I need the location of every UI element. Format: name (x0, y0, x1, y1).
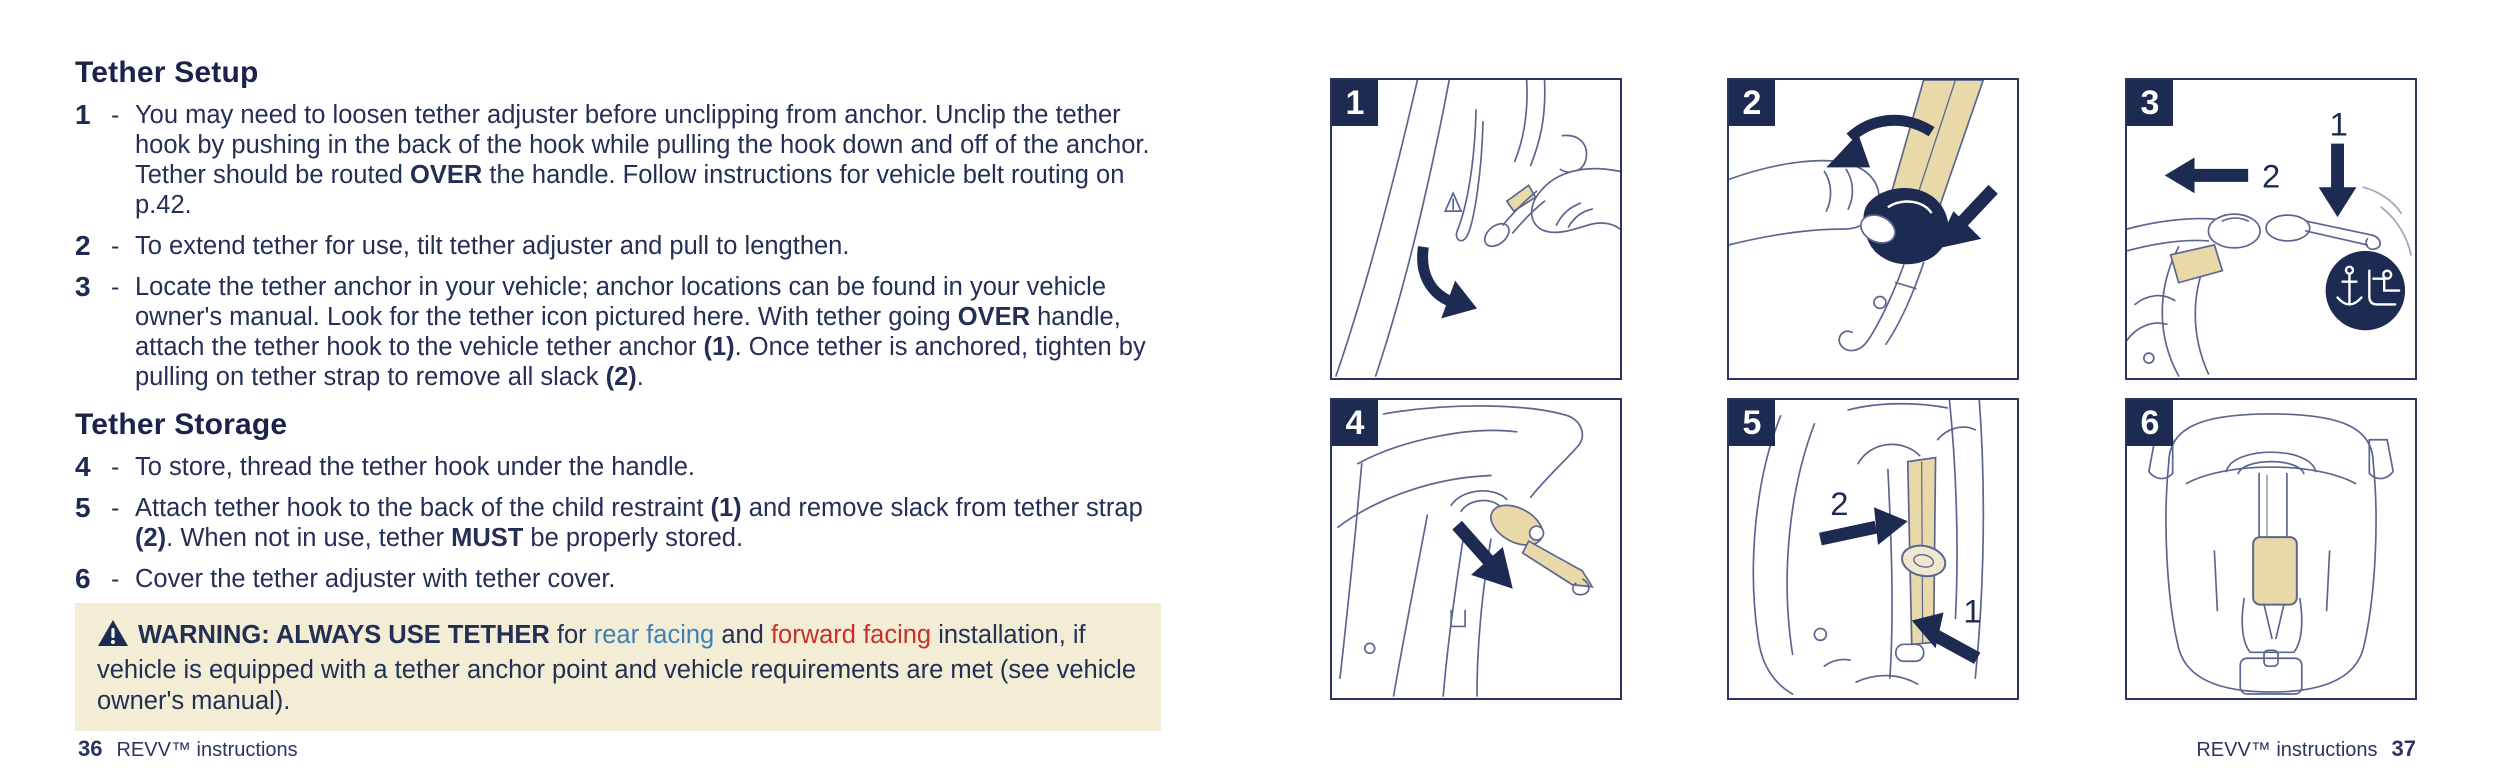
warning-box (75, 603, 1161, 731)
illustration-panel-4 (1330, 398, 1622, 700)
list-item (75, 231, 1167, 261)
list-item-text: Attach tether hook to the back of the child restraint (1) and remove slack from tether strap (2). When not in use, tether MUST be properly stored. (135, 494, 1143, 552)
step-label-1: 1 (2329, 105, 2348, 143)
list-item (75, 100, 1167, 220)
list-item-dash: - (111, 494, 120, 522)
panel-number-badge: 3 (2127, 80, 2173, 126)
page-number: 37 (2391, 736, 2416, 761)
footer-label: REVV™ instructions (2196, 739, 2378, 761)
list-item-dash: - (111, 101, 120, 129)
right-page-footer (2196, 736, 2416, 762)
list-item-number: 2 (75, 230, 91, 261)
step-label-2: 2 (2262, 157, 2281, 195)
left-page-content (75, 56, 1167, 605)
illustration-panel-5 (1727, 398, 2019, 700)
list-item-dash: - (111, 232, 120, 260)
panel-number-badge: 5 (1729, 400, 1775, 446)
list-item-dash: - (111, 453, 120, 481)
list-item-number: 5 (75, 492, 91, 523)
illustration-panel-1 (1330, 78, 1622, 380)
warning-text: WARNING: ALWAYS USE TETHER for rear facing and forward facing installation, if vehicle is equipped with a tether anchor point and vehicle requirements are met (see vehicle owner's manual). (97, 621, 1137, 715)
list-item-text: Cover the tether adjuster with tether cover. (135, 565, 616, 593)
panel-number-badge: 2 (1729, 80, 1775, 126)
list-item-number: 3 (75, 271, 91, 302)
illustration-panel-6 (2125, 398, 2417, 700)
list-item (75, 452, 1167, 482)
panel-number-badge: 6 (2127, 400, 2173, 446)
tether-anchor-icon (2326, 251, 2405, 330)
warning-triangle-icon (97, 619, 129, 655)
list-item-number: 4 (75, 451, 91, 482)
list-item (75, 493, 1167, 553)
list-item-number: 1 (75, 99, 91, 130)
left-page-footer (78, 736, 298, 762)
panel-number-badge: 1 (1332, 80, 1378, 126)
illustration-panel-2 (1727, 78, 2019, 380)
list-item-text: Locate the tether anchor in your vehicle; anchor locations can be found in your vehicle owner's manual. Look for the tether icon pictured here. With tether going OVER handle, attach the tether hook to the vehicle tether anchor (1). Once tether is anchored, tighten by pulling on tether strap to remove all slack (2). (135, 273, 1146, 391)
list-item-text: You may need to loosen tether adjuster before unclipping from anchor. Unclip the tether hook by pushing in the back of the hook while pulling the hook down and off of the anchor. Tether should be routed OVER the handle. Follow instructions for vehicle belt routing on p.42. (135, 101, 1150, 219)
step-label-2: 2 (1830, 485, 1849, 523)
section-heading-tether-setup: Tether Setup (75, 56, 259, 89)
list-item-number: 6 (75, 563, 91, 594)
panel-number-badge: 4 (1332, 400, 1378, 446)
list-item-dash: - (111, 565, 120, 593)
illustration-panel-3 (2125, 78, 2417, 380)
step-label-1: 1 (1963, 592, 1982, 630)
section-heading-tether-storage: Tether Storage (75, 408, 288, 441)
page-number: 36 (78, 736, 103, 761)
list-item-dash: - (111, 273, 120, 301)
list-item (75, 272, 1167, 392)
list-item-text: To extend tether for use, tilt tether adjuster and pull to lengthen. (135, 232, 850, 260)
list-item (75, 564, 1167, 594)
footer-label: REVV™ instructions (116, 739, 298, 761)
list-item-text: To store, thread the tether hook under the handle. (135, 453, 695, 481)
